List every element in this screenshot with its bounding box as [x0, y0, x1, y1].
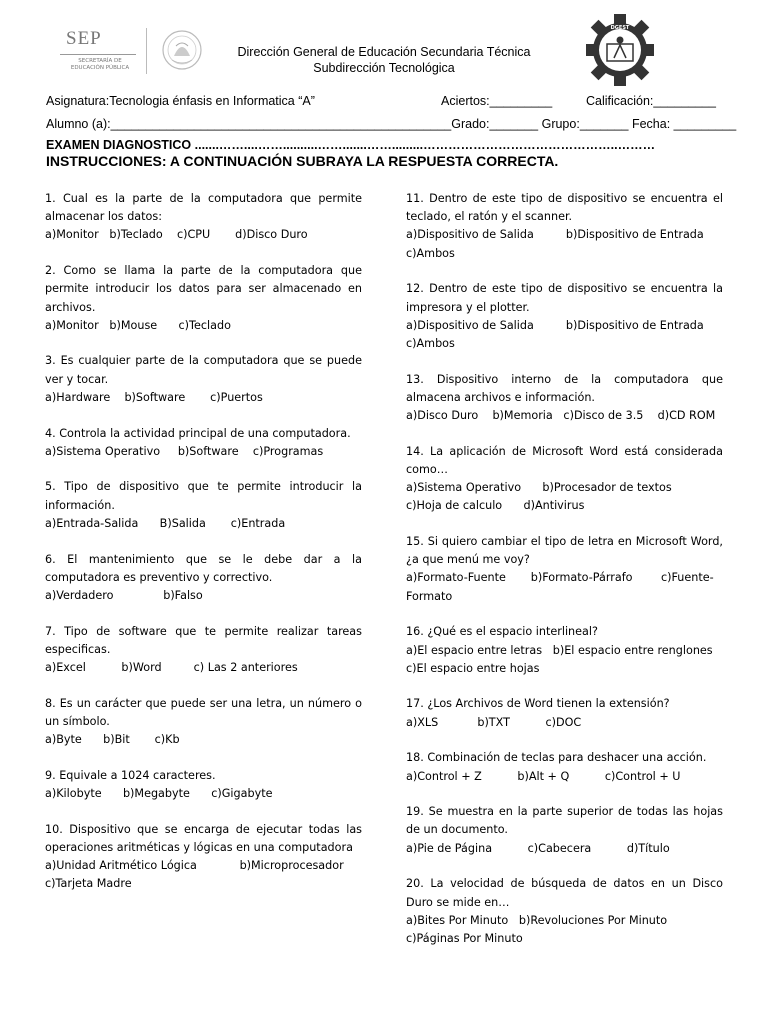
question-options[interactable]: a)El espacio entre letras b)El espacio entre renglones: [406, 643, 713, 657]
question-options[interactable]: a)Pie de Página c)Cabecera d)Título: [406, 841, 670, 855]
question-5: [45, 478, 362, 533]
instructions: INSTRUCCIONES: A CONTINUACIÓN SUBRAYA LA RESPUESTA CORRECTA.: [46, 153, 559, 169]
exam-title: EXAMEN DIAGNOSTICO .......……....……..........…….......…….........………………………………………..………: [46, 138, 656, 152]
question-options[interactable]: a)Entrada-Salida B)Salida c)Entrada: [45, 516, 286, 530]
question-8: [45, 695, 362, 750]
header-title-block: [200, 44, 568, 76]
question-text: 12. Dentro de este tipo de dispositivo se encuentra la impresora y el plotter.: [406, 282, 723, 314]
question-19: [406, 803, 723, 858]
question-options[interactable]: c)Ambos: [406, 336, 455, 350]
question-text: 4. Controla la actividad principal de una computadora.: [45, 426, 351, 440]
question-options[interactable]: a)Kilobyte b)Megabyte c)Gigabyte: [45, 787, 273, 801]
question-options[interactable]: c)Tarjeta Madre: [45, 877, 132, 891]
question-options[interactable]: a)Control + Z b)Alt + Q c)Control + U: [406, 769, 681, 783]
question-20: [406, 875, 723, 948]
question-text: 20. La velocidad de búsqueda de datos en un Disco Duro se mide en…: [406, 877, 723, 909]
question-11: [406, 190, 723, 263]
question-6: [45, 551, 362, 606]
question-text: 18. Combinación de teclas para deshacer una acción.: [406, 751, 707, 765]
header-line-direccion: Dirección General de Educación Secundaria Técnica: [237, 45, 531, 59]
question-text: 3. Es cualquier parte de la computadora que se puede ver y tocar.: [45, 354, 362, 386]
question-options[interactable]: a)Hardware b)Software c)Puertos: [45, 390, 263, 404]
question-options[interactable]: a)Sistema Operativo b)Software c)Programas: [45, 444, 324, 458]
question-options[interactable]: a)Monitor b)Teclado c)CPU d)Disco Duro: [45, 228, 308, 242]
question-text: 11. Dentro de este tipo de dispositivo se encuentra el teclado, el ratón y el scanner.: [406, 192, 723, 224]
questions-left-column: [45, 190, 362, 911]
header-line-subdireccion: Subdirección Tecnológica: [313, 61, 455, 75]
question-3: [45, 352, 362, 407]
sep-logo-rule: [60, 54, 136, 55]
alumno-line[interactable]: Alumno (a):_________________________________________________Grado:_______ Grupo:_______ Fecha: _________: [46, 117, 737, 131]
question-text: 19. Se muestra en la parte superior de todas las hojas de un documento.: [406, 805, 723, 837]
question-options[interactable]: a)Disco Duro b)Memoria c)Disco de 3.5 d)CD ROM: [406, 409, 716, 423]
question-2: [45, 262, 362, 335]
sep-logo-subtitle-line2: EDUCACIÓN PÚBLICA: [70, 65, 130, 71]
question-text: 6. El mantenimiento que se le debe dar a la computadora es preventivo y correctivo.: [45, 552, 362, 584]
question-13: [406, 371, 723, 426]
question-options[interactable]: a)Unidad Aritmético Lógica b)Microprocesador: [45, 859, 344, 873]
question-18: [406, 749, 723, 785]
question-options[interactable]: a)Sistema Operativo b)Procesador de textos: [406, 481, 672, 495]
question-14: [406, 443, 723, 516]
sep-logo-subtitle: [58, 58, 142, 72]
sep-logo-divider: [146, 28, 147, 74]
question-text: 13. Dispositivo interno de la computadora que almacena archivos e información.: [406, 372, 723, 404]
question-text: 8. Es un carácter que puede ser una letra, un número o un símbolo.: [45, 696, 362, 728]
question-text: 9. Equivale a 1024 caracteres.: [45, 768, 216, 782]
sep-logo-name: SEP: [66, 28, 102, 49]
question-1: [45, 190, 362, 245]
calificacion-field[interactable]: Calificación:_________: [586, 94, 716, 108]
question-17: [406, 695, 723, 731]
sep-logo: [48, 22, 208, 82]
question-text: 16. ¿Qué es el espacio interlineal?: [406, 625, 598, 639]
question-text: 17. ¿Los Archivos de Word tienen la extensión?: [406, 697, 670, 711]
question-options[interactable]: c)Hoja de calculo d)Antivirus: [406, 499, 585, 513]
question-text: 1. Cual es la parte de la computadora que permite almacenar los datos:: [45, 192, 362, 224]
question-4: [45, 425, 362, 461]
question-7: [45, 623, 362, 678]
question-text: 5. Tipo de dispositivo que te permite introducir la información.: [45, 480, 362, 512]
question-9: [45, 767, 362, 803]
question-options[interactable]: a)Verdadero b)Falso: [45, 588, 203, 602]
question-options[interactable]: a)Formato-Fuente b)Formato-Párrafo c)Fuente-: [406, 571, 714, 585]
question-text: 15. Si quiero cambiar el tipo de letra en Microsoft Word, ¿a que menú me voy?: [406, 535, 723, 567]
question-options[interactable]: a)Dispositivo de Salida b)Dispositivo de Entrada: [406, 318, 704, 332]
asignatura-line: Asignatura:Tecnologia énfasis en Informatica “A”: [46, 94, 315, 108]
question-options[interactable]: a)Byte b)Bit c)Kb: [45, 733, 180, 747]
question-options[interactable]: a)Bites Por Minuto b)Revoluciones Por Minuto: [406, 913, 668, 927]
question-options[interactable]: c)Páginas Por Minuto: [406, 932, 523, 945]
question-10: [45, 821, 362, 894]
question-options[interactable]: a)Monitor b)Mouse c)Teclado: [45, 318, 231, 332]
question-options[interactable]: Formato: [406, 589, 453, 603]
question-16: [406, 623, 723, 678]
question-options[interactable]: a)Excel b)Word c) Las 2 anteriores: [45, 661, 298, 675]
question-text: 7. Tipo de software que te permite realizar tareas especificas.: [45, 624, 362, 656]
question-text: 14. La aplicación de Microsoft Word está considerada como…: [406, 444, 723, 476]
dgest-logo-text: DGEST: [610, 25, 630, 31]
mexico-seal-icon: [160, 26, 204, 76]
question-options[interactable]: a)Dispositivo de Salida b)Dispositivo de Entrada: [406, 228, 704, 242]
document-header: [0, 0, 768, 90]
question-options[interactable]: a)XLS b)TXT c)DOC: [406, 715, 582, 729]
question-text: 2. Como se llama la parte de la computadora que permite introducir los datos para ser almacenado en archivos.: [45, 264, 362, 314]
question-options[interactable]: c)El espacio entre hojas: [406, 661, 540, 675]
question-15: [406, 533, 723, 606]
questions-right-column: [406, 190, 723, 966]
question-options[interactable]: c)Ambos: [406, 246, 455, 260]
dgest-gear-logo-icon: [586, 14, 654, 86]
sep-logo-subtitle-line1: SECRETARÍA DE: [78, 58, 122, 64]
question-12: [406, 280, 723, 353]
aciertos-field[interactable]: Aciertos:_________: [441, 94, 553, 108]
question-text: 10. Dispositivo que se encarga de ejecutar todas las operaciones aritméticas y lógicas en una computadora: [45, 822, 362, 854]
